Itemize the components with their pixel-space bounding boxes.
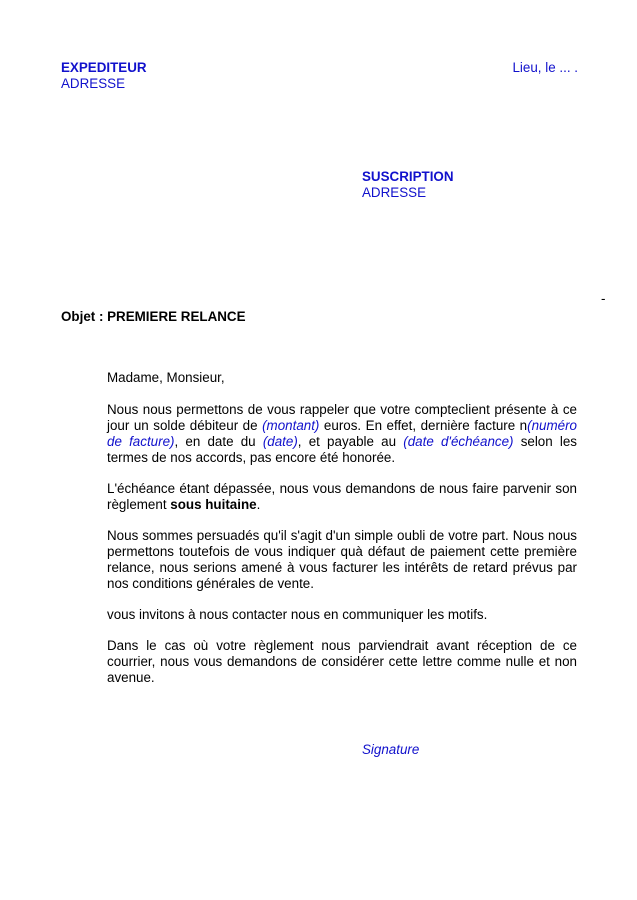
place-date: Lieu, le ... . <box>512 60 578 75</box>
subject-line: Objet : PREMIERE RELANCE <box>61 309 246 324</box>
invoice-number-placeholder: (numéro de facture) <box>107 418 578 449</box>
paragraph-text: L'échéance étant dépassée, nous vous demandons de nous faire parvenir son règlement <box>107 481 577 512</box>
recipient-address: ADRESSE <box>362 185 426 200</box>
deadline-emphasis: sous huitaine <box>170 497 257 512</box>
due-date-placeholder: (date d'échéance) <box>403 434 514 449</box>
paragraph-reminder <box>107 402 577 466</box>
sender-address: ADRESSE <box>61 76 125 91</box>
sender-block <box>61 60 147 92</box>
signature-placeholder: Signature <box>362 742 420 757</box>
sender-name: EXPEDITEUR <box>61 60 147 75</box>
paragraph-late-fees: Nous sommes persuadés qu'il s'agit d'un simple oubli de votre part. Nous nous permettons toutefois de vous indiquer quà défaut de paiement cette première relance, nous serions amené à vous facturer les intérêts de retard prévus par nos conditions générales de vente. <box>107 528 577 591</box>
amount-placeholder: (montant) <box>262 418 320 433</box>
paragraph-text: Nous nous permettons de vous rappeler que votre compteclient présente à ce jour un solde débiteur de <box>107 402 577 433</box>
paragraph-contact: vous invitons à nous contacter nous en communiquer les motifs. <box>107 607 488 622</box>
paragraph-closing: Dans le cas où votre règlement nous parviendrait avant réception de ce courrier, nous vous demandons de considérer cette lettre comme nulle et non avenue. <box>107 638 577 685</box>
recipient-name: SUSCRIPTION <box>362 169 454 184</box>
paragraph-text: . <box>256 497 261 512</box>
recipient-block <box>362 169 454 201</box>
greeting: Madame, Monsieur, <box>107 370 225 385</box>
paragraph-text: selon les termes de nos accords, pas encore été honorée. <box>107 434 578 465</box>
stray-dash-mark: - <box>601 291 606 306</box>
paragraph-text: , en date du <box>174 434 263 449</box>
paragraph-deadline <box>107 481 577 513</box>
paragraph-text: euros. En effet, dernière facture n <box>319 418 528 433</box>
letter-body <box>107 370 577 686</box>
date-placeholder: (date) <box>262 434 298 449</box>
paragraph-text: , et payable au <box>297 434 404 449</box>
